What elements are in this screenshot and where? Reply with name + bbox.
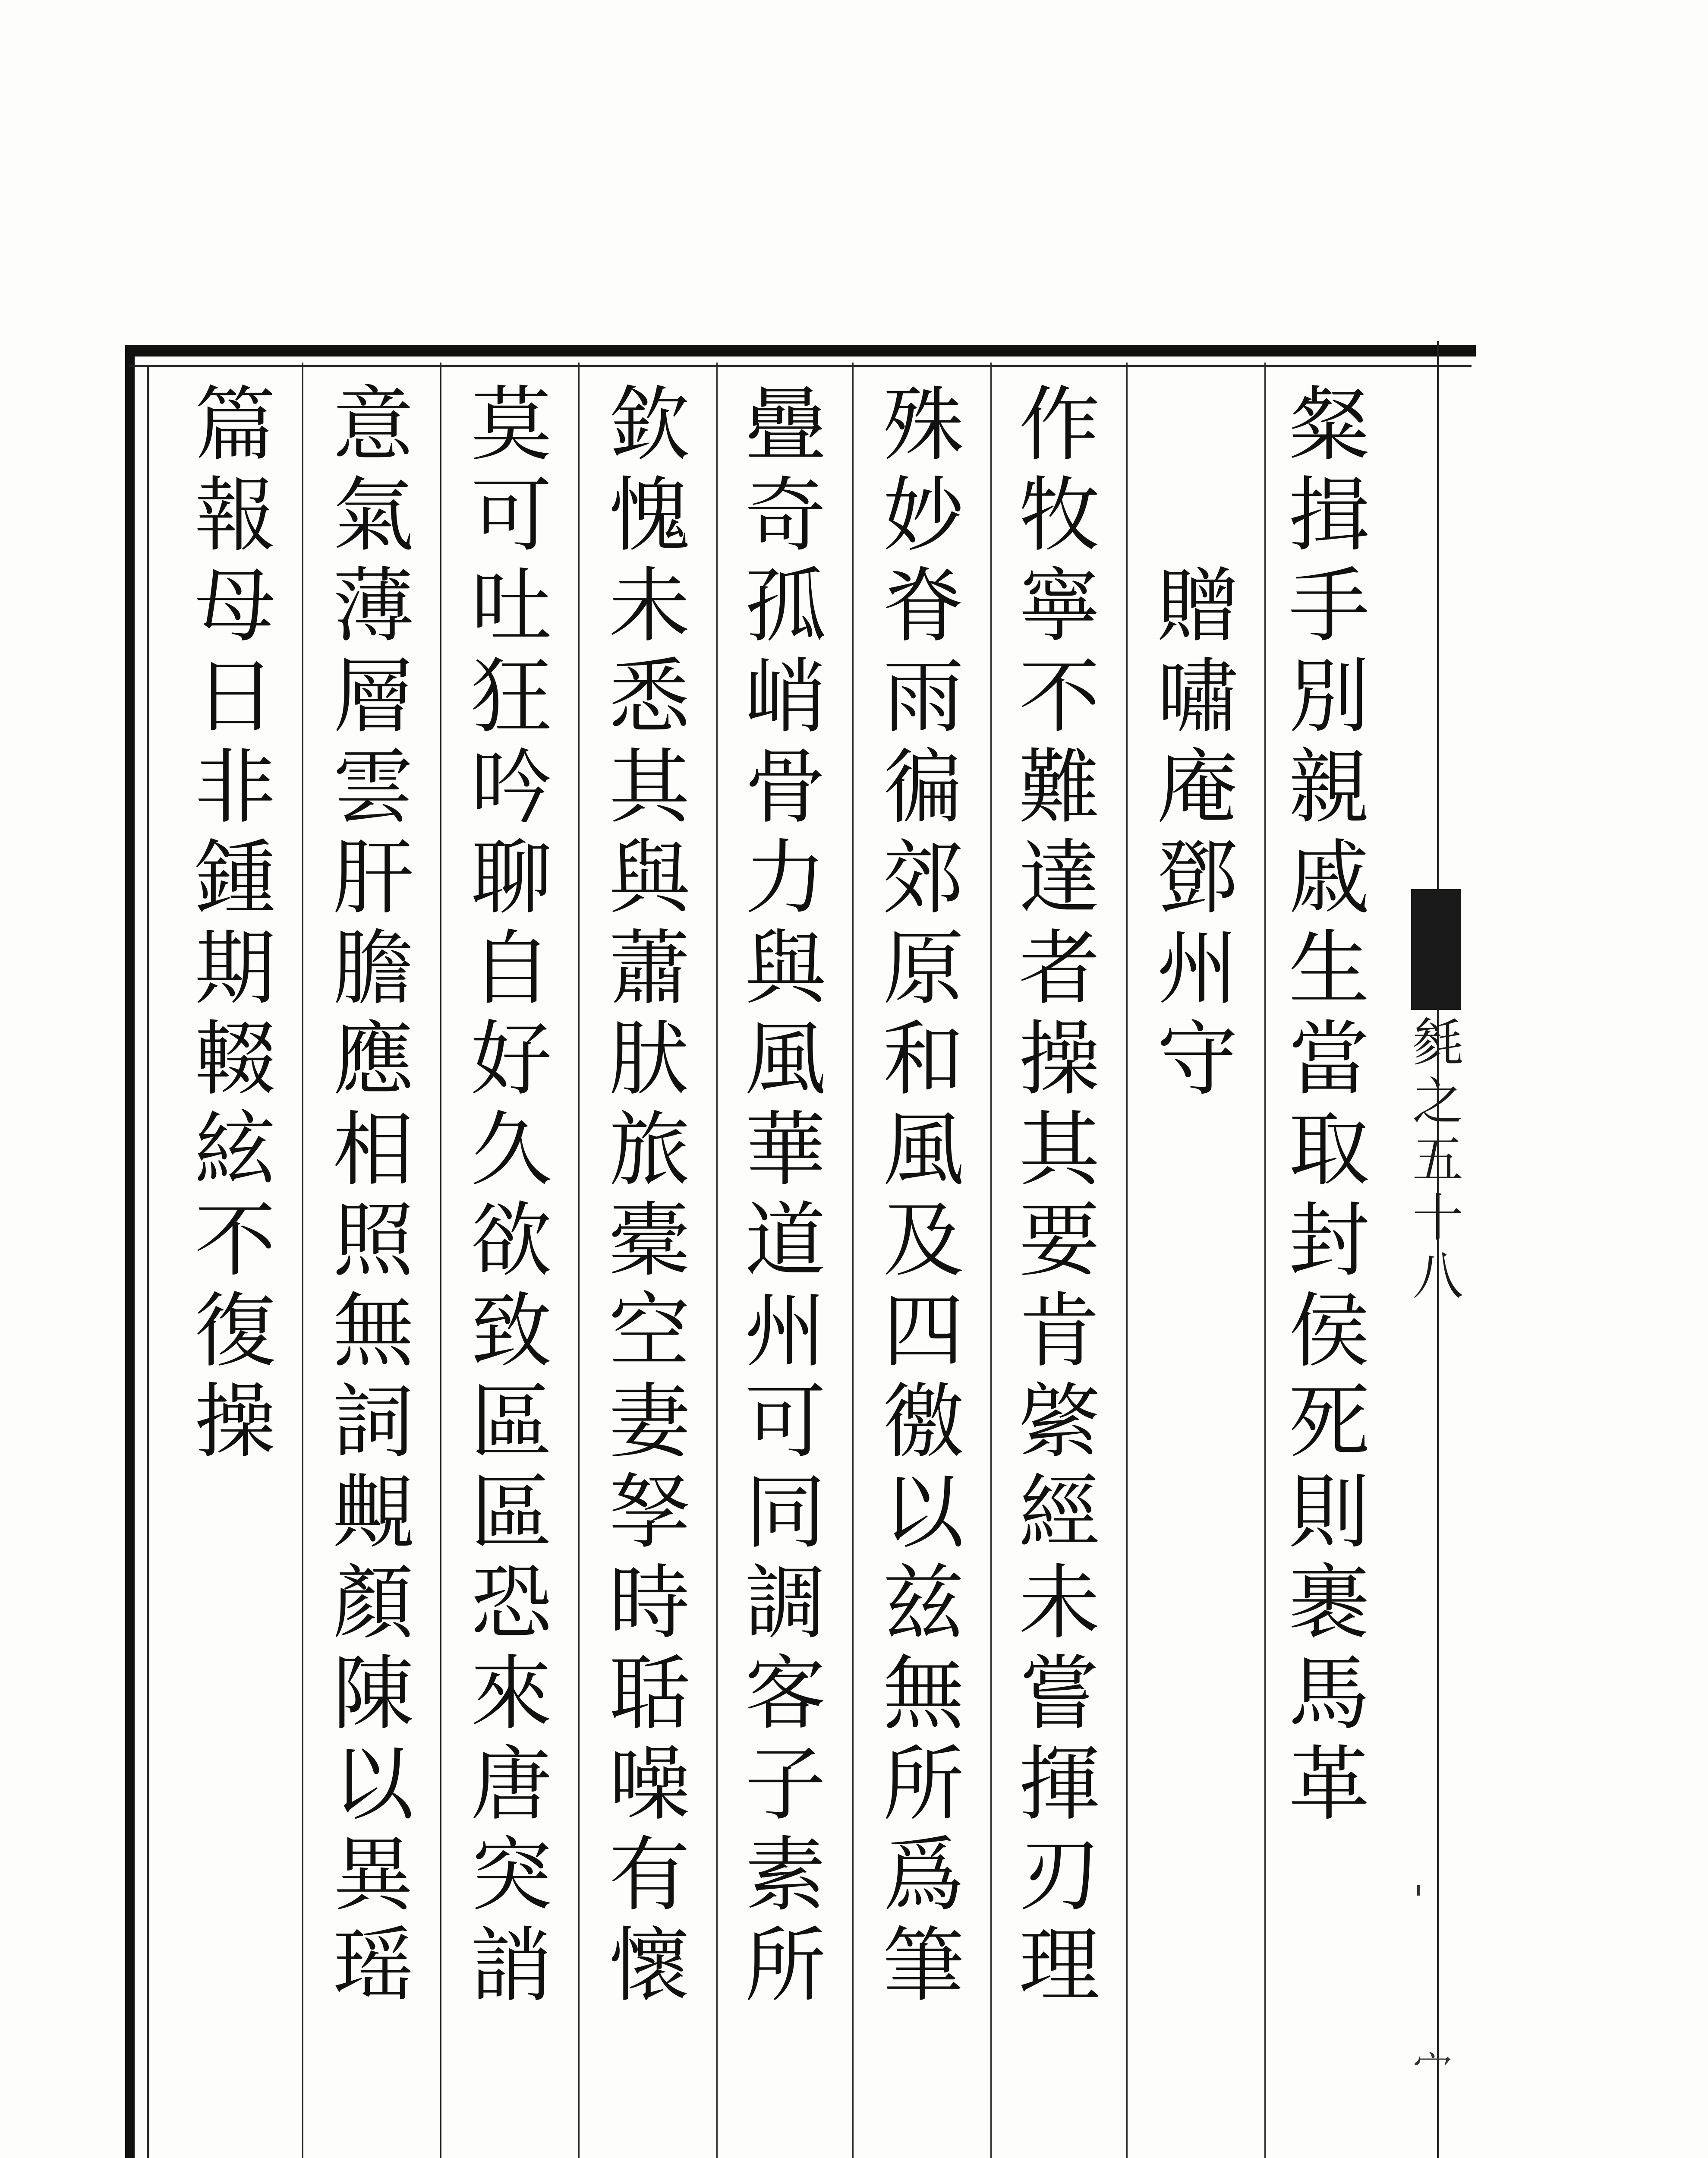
column-rule <box>716 363 718 2158</box>
text-column: 篇報母日非鍾期輟絃不復操 <box>195 380 276 1469</box>
column-rule <box>852 363 854 2158</box>
column-rule <box>1126 363 1128 2158</box>
column-rule <box>440 363 441 2158</box>
frame-inner-left-rule <box>147 365 149 2158</box>
margin-title: 毵之五十八 <box>1412 1013 1463 1306</box>
frame-inner-top-rule <box>129 365 1472 367</box>
text-column: 意氣薄層雲肝膽應相照無詞覥顏陳以異瑶 <box>333 380 414 2013</box>
margin-mark: 宀 <box>1413 2046 1452 2092</box>
text-column: 莫可吐狂吟聊自好久欲致區區恐來唐突誚 <box>471 380 552 2013</box>
column-rule <box>578 363 580 2158</box>
fold-fishtail-block <box>1411 889 1461 1010</box>
column-rule <box>990 363 992 2158</box>
text-column: 曡奇孤峭骨力與風華道州可同調客子素所 <box>745 380 826 2013</box>
margin-mark: ' <box>1413 1877 1424 1923</box>
text-column: 殊妙脊雨徧郊原和風及四徼以兹無所爲筆 <box>883 380 964 2013</box>
text-column: 欽愧未悉其與蕭肰旅橐空妻孥時聒噪有懷 <box>609 380 690 2013</box>
column-rule <box>1264 363 1266 2158</box>
text-column: 粲揖手別親戚生當取封侯死則裹馬革 <box>1289 380 1370 1832</box>
poem-title-column: 贈嘯庵鄧州守 <box>1157 561 1238 1107</box>
column-rule <box>302 363 303 2158</box>
text-column: 作牧寧不難達者操其要肯綮經未嘗揮刃理 <box>1019 380 1100 2013</box>
